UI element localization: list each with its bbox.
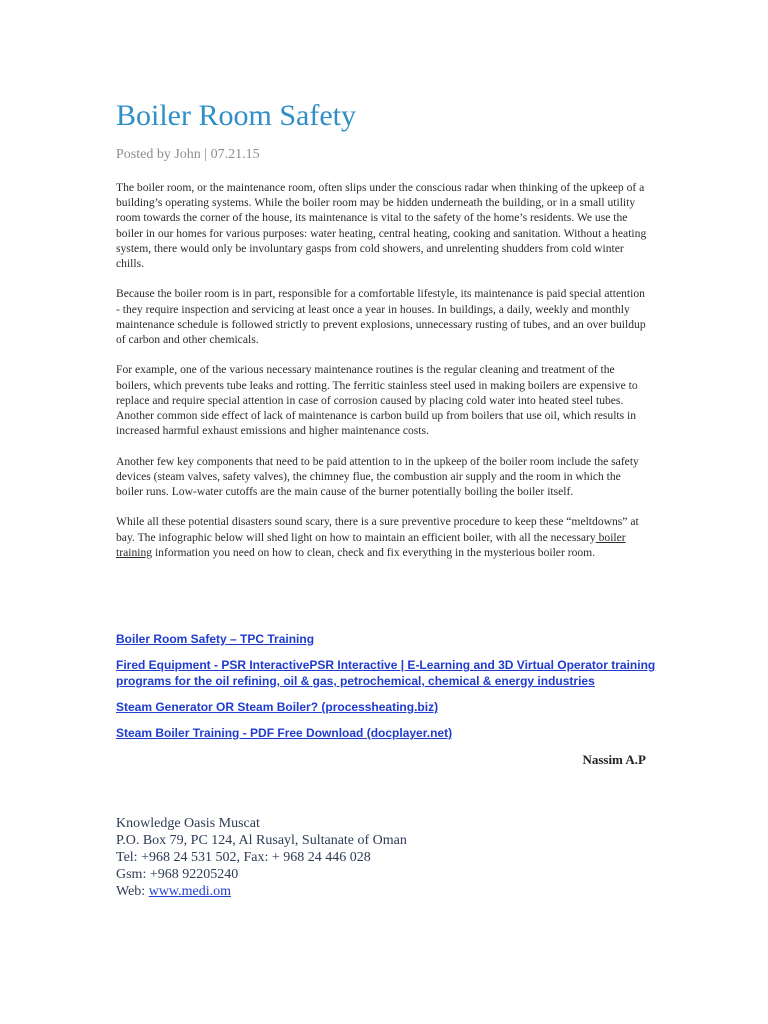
paragraph-1: The boiler room, or the maintenance room, often slips under the conscious radar when thinking of the upkeep of a building’s operating systems. While the boiler room may be hidden underneath the building, or in a small utility room towards the corner of the house, its maintenance is vital to the safety of the home’s residents. We use the boiler in our homes for various purposes: water heating, central heating, cooking and sanitation. Without a heating system, there would only be involuntary gasps from cold showers, and unrelenting shudders from cold winter chills. [116, 181, 647, 271]
contact-web-label: Web: [116, 884, 149, 899]
paragraph-5-text-before: While all these potential disasters sound scary, there is a sure preventive procedure to keep these “meltdowns” at bay. The infographic below will shed light on how to maintain an efficient boiler, with all the necessary [116, 515, 639, 544]
contact-org: Knowledge Oasis Muscat [116, 816, 260, 831]
article-byline: Posted by John | 07.21.15 [116, 147, 260, 162]
link-tpc-training[interactable]: Boiler Room Safety – TPC Training [116, 632, 315, 646]
website-link[interactable]: www.medi.om [148, 884, 232, 899]
paragraph-5 [116, 514, 650, 560]
link-docplayer[interactable]: Steam Boiler Training - PDF Free Download (docplayer.net) [116, 726, 453, 740]
contact-block [116, 815, 646, 900]
reference-links [116, 631, 656, 751]
contact-gsm: Gsm: +968 92205240 [116, 867, 239, 882]
contact-tel: Tel: +968 24 531 502, Fax: + 968 24 446 028 [116, 850, 371, 865]
article-title: Boiler Room Safety [116, 99, 356, 132]
contact-web [116, 883, 646, 900]
author-signature: Nassim A.P [582, 752, 646, 767]
contact-address: P.O. Box 79, PC 124, Al Rusayl, Sultanate of Oman [116, 833, 407, 848]
paragraph-3: For example, one of the various necessary maintenance routines is the regular cleaning and treatment of the boilers, which prevents tube leaks and rotting. The ferritic stainless steel used in making boilers are expensive to replace and require special attention in case of corrosion caused by placing cold water into heated steel tubes. Another common side effect of lack of maintenance is carbon build up from boilers that use oil, which results in increased harmful exhaust emissions and higher maintenance costs. [116, 363, 638, 438]
paragraph-2: Because the boiler room is in part, responsible for a comfortable lifestyle, its maintenance is paid special attention - they require inspection and servicing at least once a year in houses. In buildings, a daily, weekly and monthly maintenance schedule is followed strictly to prevent explosions, unnecessary rusting of tubes, and an over buildup of carbon and other chemicals. [116, 287, 646, 347]
paragraph-4: Another few key components that need to be paid attention to in the upkeep of the boiler room include the safety devices (steam valves, safety valves), the chimney flue, the combustion air supply and the room in which the boiler runs. Low-water cutoffs are the main cause of the burner potentially boiling the boiler itself. [116, 454, 639, 499]
paragraph-5-text-after: information you need on how to clean, check and fix everything in the mysterious boiler room. [152, 545, 596, 559]
link-psr-interactive[interactable]: Fired Equipment - PSR InteractivePSR Interactive | E-Learning and 3D Virtual Operator training programs for the oil refining, oil & gas, petrochemical, chemical & energy industries [116, 658, 656, 688]
article-body [116, 180, 650, 575]
link-processheating[interactable]: Steam Generator OR Steam Boiler? (processheating.biz) [116, 700, 439, 714]
boiler-training-link[interactable]: boiler training [116, 530, 626, 559]
